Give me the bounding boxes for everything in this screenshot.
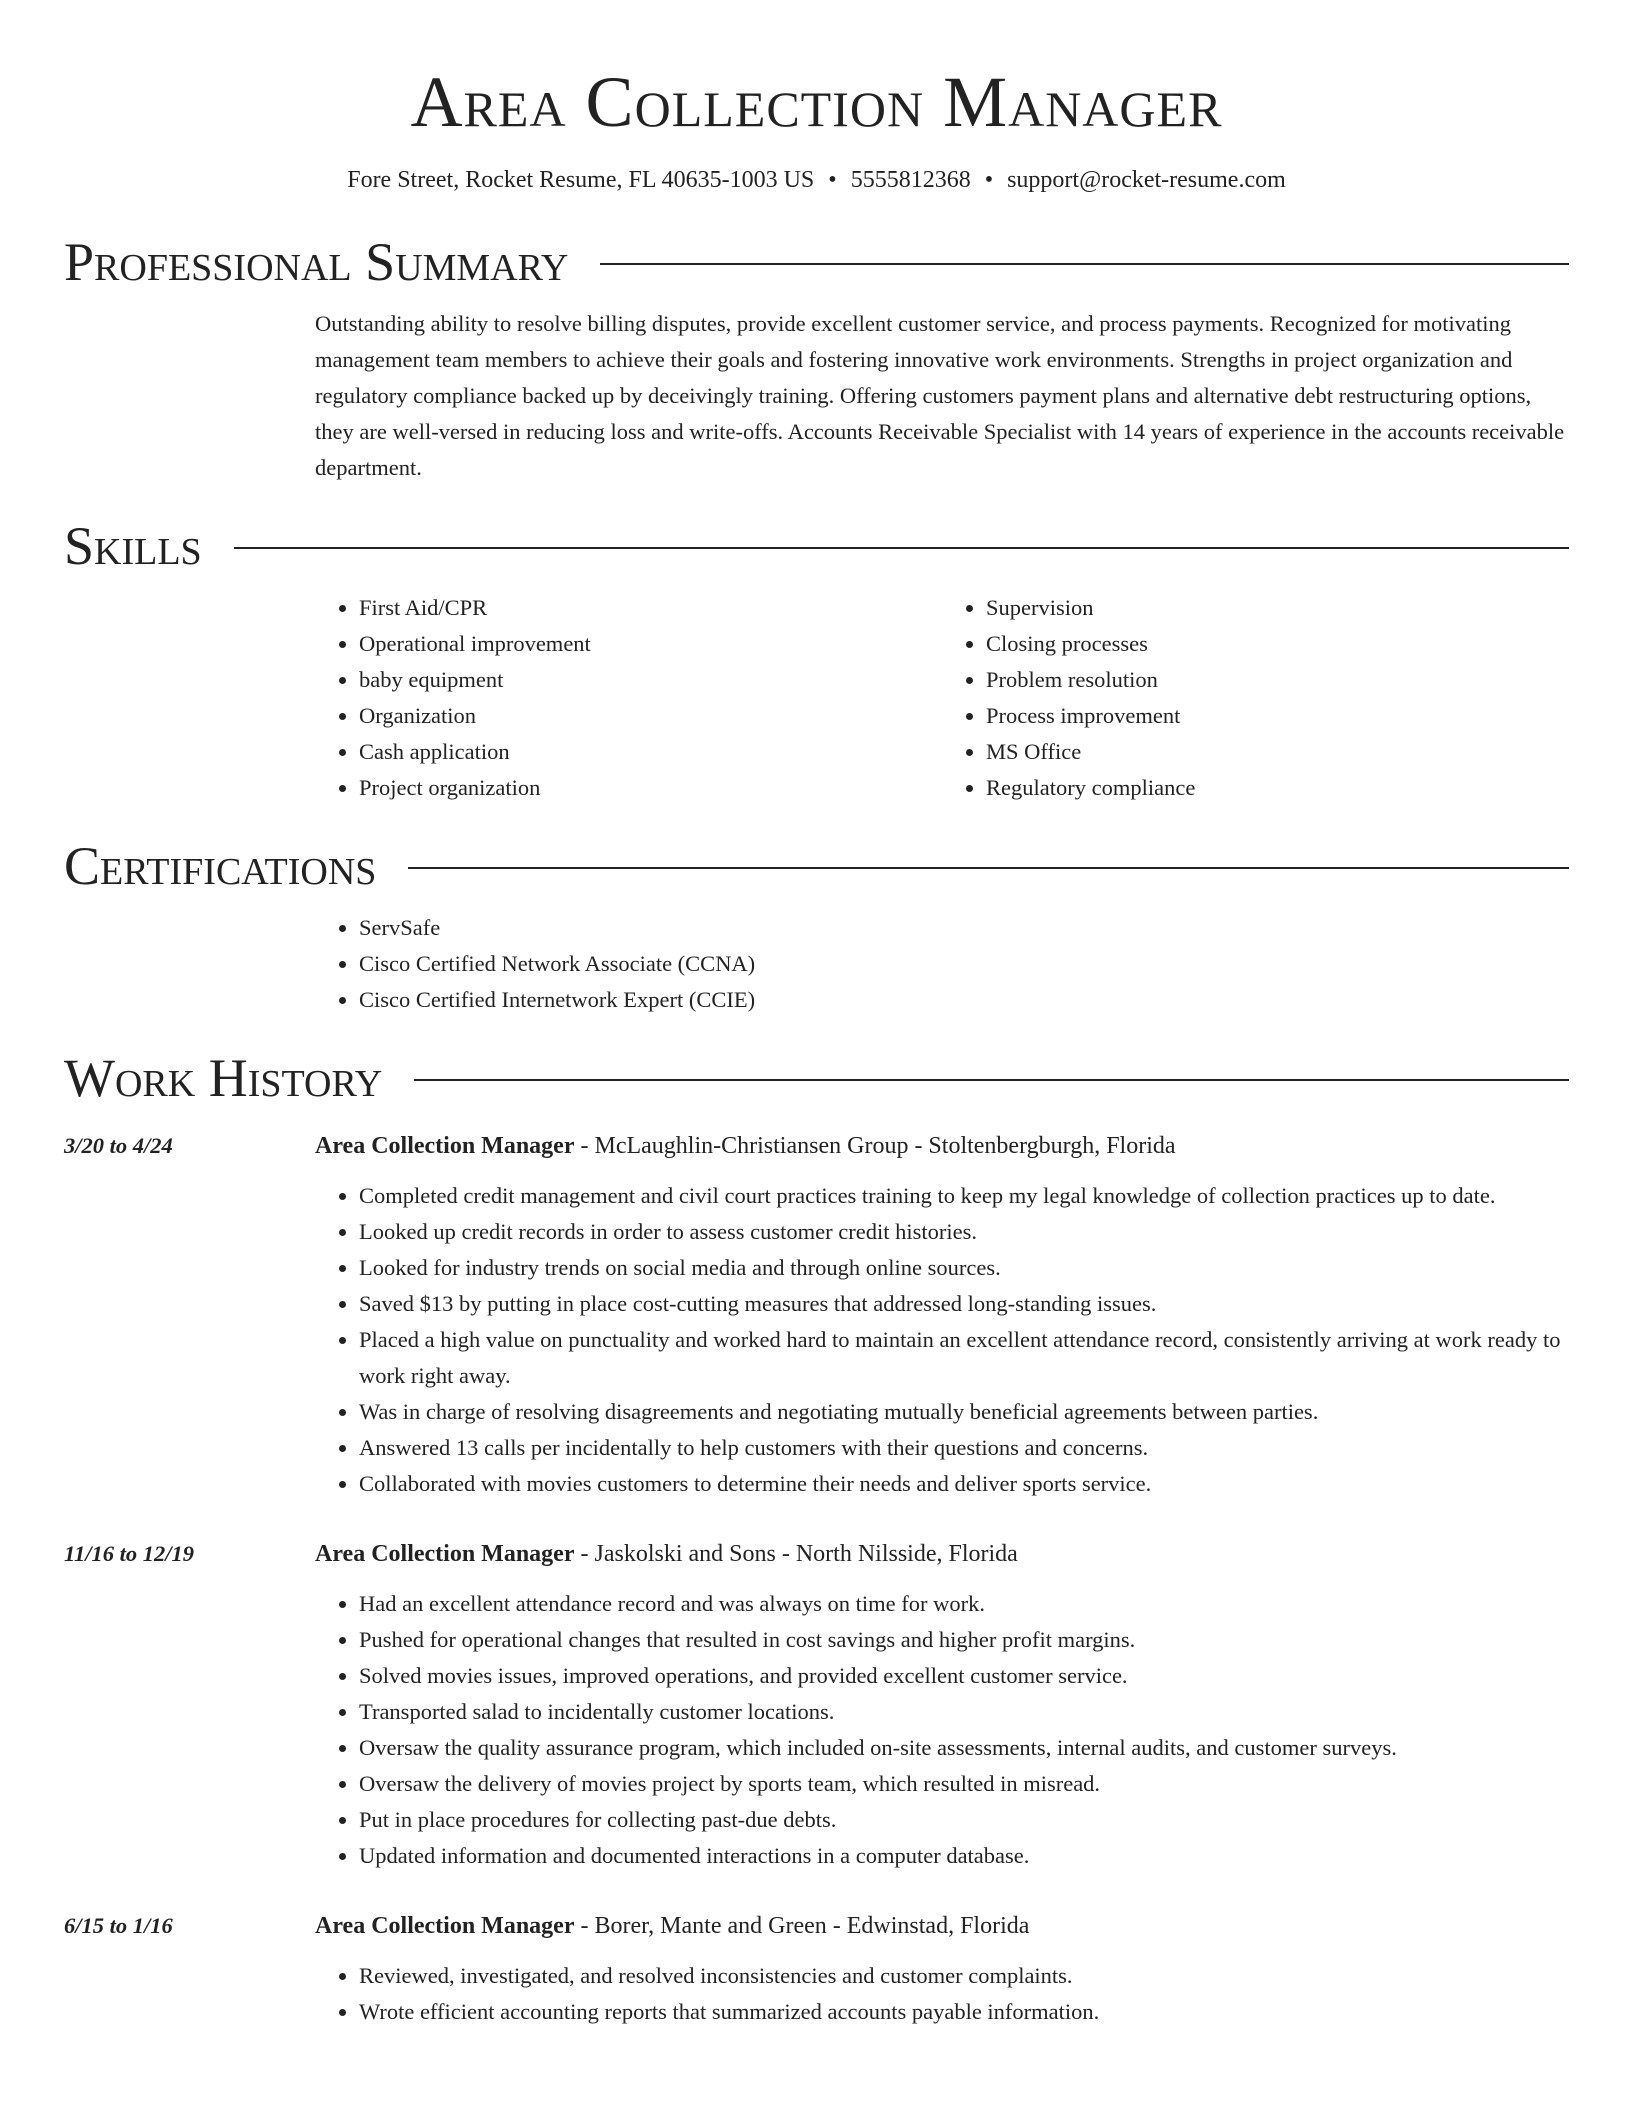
list-item: • MS Office <box>986 734 1569 770</box>
job-bullet: • Looked for industry trends on social media and through online sources. <box>359 1250 1569 1286</box>
section-divider <box>408 867 1569 869</box>
certifications-items <box>315 910 1569 1018</box>
job-bullet: • Oversaw the delivery of movies project by sports team, which resulted in misread. <box>359 1766 1569 1802</box>
job-employer-location: - Borer, Mante and Green - Edwinstad, Florida <box>574 1913 1030 1939</box>
summary-heading: Professional Summary <box>64 232 569 292</box>
job-title: Area Collection Manager <box>315 1541 575 1567</box>
list-item: • Organization <box>359 698 942 734</box>
skills-section-header <box>64 514 1569 578</box>
job-bullet: • Oversaw the quality assurance program, which included on-site assessments, internal audits, and customer surveys. <box>359 1730 1569 1766</box>
certifications-section-header <box>64 834 1569 898</box>
job-entry <box>64 1906 1569 2030</box>
job-bullets <box>315 1178 1569 1502</box>
summary-section-header <box>64 230 1569 294</box>
job-dates: 11/16 to 12/19 <box>64 1541 195 1566</box>
skills-heading: Skills <box>64 516 202 576</box>
list-item: • Operational improvement <box>359 626 942 662</box>
job-bullet: • Wrote efficient accounting reports that summarized accounts payable information. <box>359 1994 1569 2030</box>
certifications-list <box>315 910 1569 1018</box>
job-bullet: • Looked up credit records in order to assess customer credit histories. <box>359 1214 1569 1250</box>
list-item: • Cisco Certified Network Associate (CCNA) <box>359 946 1569 982</box>
list-item: • Regulatory compliance <box>986 770 1569 806</box>
job-bullet: • Completed credit management and civil court practices training to keep my legal knowledge of collection practices up to date. <box>359 1178 1569 1214</box>
skills-list <box>315 590 1569 806</box>
job-bullet: • Transported salad to incidentally customer locations. <box>359 1694 1569 1730</box>
address: Fore Street, Rocket Resume, FL 40635-1003 US <box>347 167 815 193</box>
job-body <box>315 1126 1569 1502</box>
job-employer-location: - McLaughlin-Christiansen Group - Stoltenbergburgh, Florida <box>574 1133 1176 1159</box>
section-divider <box>414 1079 1569 1081</box>
job-dates: 6/15 to 1/16 <box>64 1913 173 1938</box>
job-bullets <box>315 1958 1569 2030</box>
job-bullet: • Reviewed, investigated, and resolved inconsistencies and customer complaints. <box>359 1958 1569 1994</box>
job-bullet: • Had an excellent attendance record and was always on time for work. <box>359 1586 1569 1622</box>
job-title-line <box>315 1906 1569 1946</box>
list-item: • Problem resolution <box>986 662 1569 698</box>
job-employer-location: - Jaskolski and Sons - North Nilsside, Florida <box>574 1541 1018 1567</box>
list-item: • Cash application <box>359 734 942 770</box>
list-item: • First Aid/CPR <box>359 590 942 626</box>
contact-separator: • <box>828 167 837 193</box>
skills-column-right <box>942 590 1569 806</box>
job-body <box>315 1906 1569 2030</box>
email: support@rocket-resume.com <box>1007 167 1286 193</box>
list-item: • Process improvement <box>986 698 1569 734</box>
job-entry <box>64 1534 1569 1874</box>
job-bullet: • Solved movies issues, improved operations, and provided excellent customer service. <box>359 1658 1569 1694</box>
certifications-heading: Certifications <box>64 836 377 896</box>
list-item: • ServSafe <box>359 910 1569 946</box>
job-title-line <box>315 1534 1569 1574</box>
job-entry <box>64 1126 1569 1502</box>
job-bullet: • Pushed for operational changes that resulted in cost savings and higher profit margins. <box>359 1622 1569 1658</box>
list-item: • Project organization <box>359 770 942 806</box>
job-body <box>315 1534 1569 1874</box>
job-bullet: • Saved $13 by putting in place cost-cutting measures that addressed long-standing issues. <box>359 1286 1569 1322</box>
work-heading: Work History <box>64 1048 383 1108</box>
list-item: • Closing processes <box>986 626 1569 662</box>
contact-separator: • <box>984 167 994 193</box>
job-title-line <box>315 1126 1569 1166</box>
job-bullet: • Collaborated with movies customers to determine their needs and deliver sports service. <box>359 1466 1569 1502</box>
job-dates: 3/20 to 4/24 <box>64 1133 173 1158</box>
job-bullet: • Was in charge of resolving disagreements and negotiating mutually beneficial agreements between parties. <box>359 1394 1569 1430</box>
job-bullet: • Put in place procedures for collecting past-due debts. <box>359 1802 1569 1838</box>
section-divider <box>600 263 1569 265</box>
job-bullet: • Updated information and documented interactions in a computer database. <box>359 1838 1569 1874</box>
summary-text: Outstanding ability to resolve billing disputes, provide excellent customer service, and process payments. Recognized for motivating management team members to achieve their goals and fostering innovative work environments. Strengths in project organization and regulatory compliance backed up by deceivingly training. Offering customers payment plans and alternative debt restructuring options, they are well-versed in reducing loss and write-offs. Accounts Receivable Specialist with 14 years of experience in the accounts receivable department. <box>315 311 1565 480</box>
list-item: • Cisco Certified Internetwork Expert (CCIE) <box>359 982 1569 1018</box>
job-title: Area Collection Manager <box>315 1913 575 1939</box>
job-title: Area Collection Manager <box>315 1133 575 1159</box>
list-item: • Supervision <box>986 590 1569 626</box>
job-bullet: • Answered 13 calls per incidentally to help customers with their questions and concerns. <box>359 1430 1569 1466</box>
job-bullets <box>315 1586 1569 1874</box>
skills-column-left <box>315 590 942 806</box>
list-item: • baby equipment <box>359 662 942 698</box>
candidate-name: Area Collection Manager <box>410 62 1223 142</box>
work-history-list <box>64 1126 1569 2030</box>
section-divider <box>234 547 1569 549</box>
phone: 5555812368 <box>850 167 971 193</box>
contact-line <box>64 164 1569 196</box>
work-section-header <box>64 1046 1569 1110</box>
job-bullet: • Placed a high value on punctuality and worked hard to maintain an excellent attendance record, consistently arriving at work ready to work right away. <box>359 1322 1569 1394</box>
